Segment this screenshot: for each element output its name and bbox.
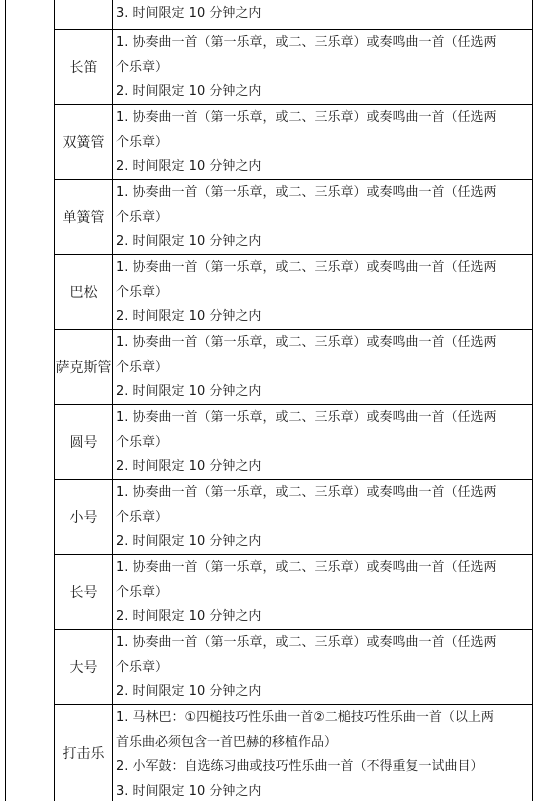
requirement-line: 1. 协奏曲一首（第一乐章，或二、三乐章）或奏鸣曲一首（任选两 (116, 556, 530, 581)
requirements-cell (116, 556, 530, 630)
column-divider (112, 0, 113, 801)
requirement-line: 2. 时间限定 10 分钟之内 (116, 455, 530, 480)
requirement-line: 1. 协奏曲一首（第一乐章，或二、三乐章）或奏鸣曲一首（任选两 (116, 106, 530, 131)
requirements-cell (116, 406, 530, 480)
requirement-line: 1. 协奏曲一首（第一乐章，或二、三乐章）或奏鸣曲一首（任选两 (116, 331, 530, 356)
requirement-line: 2. 时间限定 10 分钟之内 (116, 305, 530, 330)
requirement-line: 3. 时间限定 10 分钟之内 (116, 780, 530, 804)
requirement-line: 个乐章） (116, 56, 530, 81)
instrument-name: 打击乐 (55, 704, 112, 801)
requirement-line: 2. 小军鼓：自选练习曲或技巧性乐曲一首（不得重复一试曲目） (116, 755, 530, 780)
requirements-cell (116, 331, 530, 405)
instrument-name: 圆号 (55, 404, 112, 479)
requirement-line: 个乐章） (116, 581, 530, 606)
requirement-line: 1. 协奏曲一首（第一乐章，或二、三乐章）或奏鸣曲一首（任选两 (116, 406, 530, 431)
requirement-line: 1. 协奏曲一首（第一乐章，或二、三乐章）或奏鸣曲一首（任选两 (116, 181, 530, 206)
requirement-line: 个乐章） (116, 656, 530, 681)
requirement-line: 1. 协奏曲一首（第一乐章，或二、三乐章）或奏鸣曲一首（任选两 (116, 256, 530, 281)
instrument-name (55, 0, 112, 29)
requirement-line: 1. 协奏曲一首（第一乐章，或二、三乐章）或奏鸣曲一首（任选两 (116, 31, 530, 56)
requirement-line: 个乐章） (116, 431, 530, 456)
requirement-line: 个乐章） (116, 356, 530, 381)
requirement-line: 2. 时间限定 10 分钟之内 (116, 680, 530, 705)
requirement-line: 2. 时间限定 10 分钟之内 (116, 605, 530, 630)
requirements-cell (116, 481, 530, 555)
requirements-cell (116, 706, 530, 804)
instrument-name: 双簧管 (55, 104, 112, 179)
requirement-line: 1. 马林巴：①四槌技巧性乐曲一首②二槌技巧性乐曲一首（以上两 (116, 706, 530, 731)
instrument-name: 单簧管 (55, 179, 112, 254)
instrument-name: 小号 (55, 479, 112, 554)
instrument-name: 巴松 (55, 254, 112, 329)
requirement-line: 2. 时间限定 10 分钟之内 (116, 155, 530, 180)
requirement-line: 2. 时间限定 10 分钟之内 (116, 380, 530, 405)
requirements-cell (116, 631, 530, 705)
requirement-line: 2. 时间限定 10 分钟之内 (116, 80, 530, 105)
requirement-line: 2. 时间限定 10 分钟之内 (116, 530, 530, 555)
requirement-line: 1. 协奏曲一首（第一乐章，或二、三乐章）或奏鸣曲一首（任选两 (116, 631, 530, 656)
instrument-name: 大号 (55, 629, 112, 704)
instrument-name: 萨克斯管 (55, 329, 112, 404)
requirement-line: 3. 时间限定 10 分钟之内 (116, 2, 530, 27)
requirements-cell (116, 31, 530, 105)
requirement-line: 个乐章） (116, 281, 530, 306)
table-right-border (532, 0, 533, 801)
requirement-line: 2. 时间限定 10 分钟之内 (116, 230, 530, 255)
requirements-cell (116, 2, 530, 27)
instrument-name: 长笛 (55, 29, 112, 104)
requirements-cell (116, 256, 530, 330)
requirement-line: 个乐章） (116, 131, 530, 156)
table-left-border (5, 0, 6, 801)
requirements-cell (116, 106, 530, 180)
requirement-line: 个乐章） (116, 206, 530, 231)
requirements-cell (116, 181, 530, 255)
requirement-line: 1. 协奏曲一首（第一乐章，或二、三乐章）或奏鸣曲一首（任选两 (116, 481, 530, 506)
requirement-line: 个乐章） (116, 506, 530, 531)
row-divider (54, 29, 533, 30)
requirement-line: 首乐曲必须包含一首巴赫的移植作品） (116, 731, 530, 756)
instrument-name: 长号 (55, 554, 112, 629)
